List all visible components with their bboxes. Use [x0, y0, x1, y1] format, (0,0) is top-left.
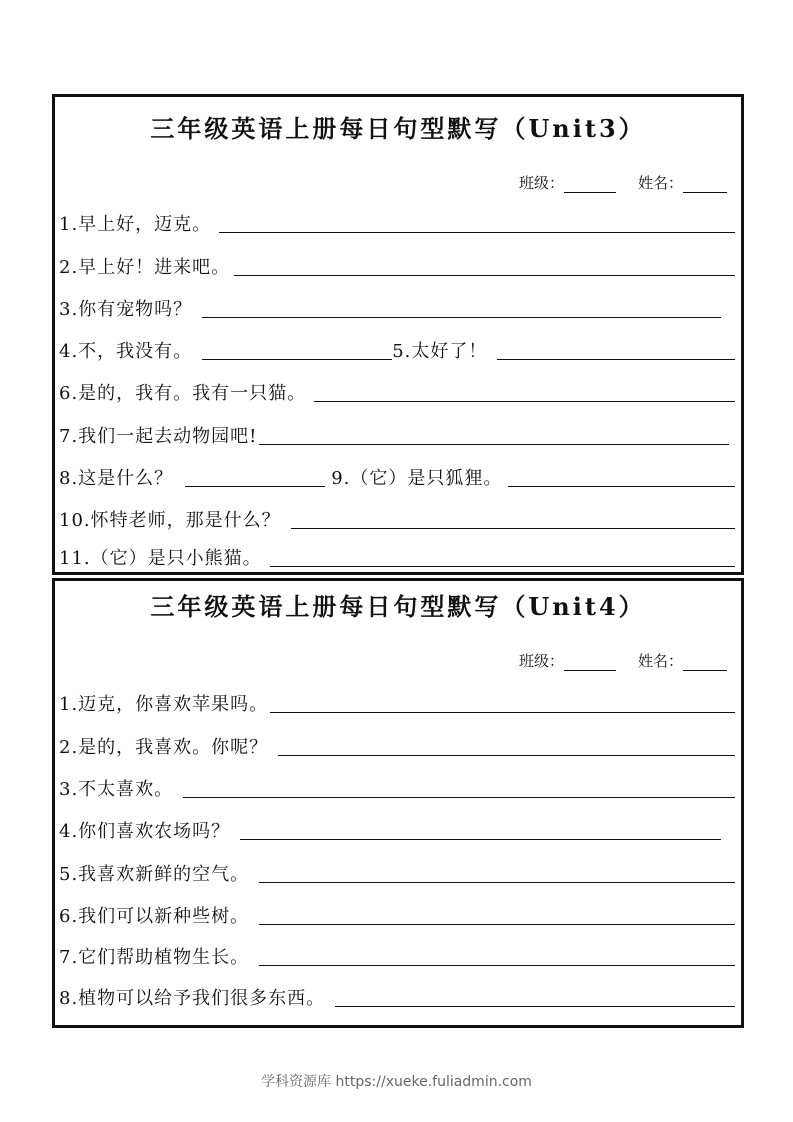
sentence-prompt: 5.太好了！ [392, 341, 488, 362]
answer-line[interactable] [314, 397, 735, 402]
sentence-prompt: 6.是的，我有。我有一只猫。 [59, 383, 307, 404]
sentence-prompt: 3.不太喜欢。 [59, 779, 174, 800]
worksheet-title: 三年级英语上册每日句型默写（Unit4） [150, 592, 646, 621]
answer-line[interactable] [270, 562, 735, 567]
answer-line[interactable] [183, 793, 735, 798]
sentence-row [59, 246, 735, 280]
answer-line[interactable] [185, 482, 325, 487]
sentence-row [59, 203, 735, 237]
sentence-row [59, 372, 735, 406]
sentence-row [59, 977, 735, 1011]
sentence-row [59, 537, 735, 571]
sentence-row [59, 683, 735, 717]
answer-line[interactable] [259, 920, 735, 925]
sentence-prompt: 3.你有宠物吗？ [59, 299, 193, 320]
sentence-prompt: 7.它们帮助植物生长。 [59, 947, 250, 968]
student-info [519, 173, 727, 193]
sentence-row [59, 768, 735, 802]
class-blank[interactable] [564, 176, 616, 193]
answer-line[interactable] [291, 524, 735, 529]
name-blank[interactable] [683, 176, 727, 193]
answer-line[interactable] [202, 355, 392, 360]
answer-line[interactable] [219, 228, 735, 233]
sentence-prompt: 2.早上好！进来吧。 [59, 257, 231, 278]
sentence-row [59, 853, 735, 887]
sentence-prompt: 8.植物可以给予我们很多东西。 [59, 988, 326, 1009]
footer-watermark: 学科资源库 https://xueke.fuliadmin.com [261, 1074, 532, 1090]
student-info [519, 651, 727, 671]
answer-line[interactable] [234, 271, 735, 276]
sentence-prompt: 7.我们一起去动物园吧! [59, 426, 258, 447]
sentence-prompt: 6.我们可以新种些树。 [59, 906, 250, 927]
answer-line[interactable] [202, 313, 721, 318]
sentence-prompt: 2.是的，我喜欢。你呢？ [59, 737, 269, 758]
sentence-prompt: 4.你们喜欢农场吗？ [59, 821, 231, 842]
sentence-prompt: 1.早上好，迈克。 [59, 214, 212, 235]
sentence-prompt: 11.（它）是只小熊猫。 [59, 548, 262, 569]
answer-line[interactable] [270, 708, 735, 713]
answer-line[interactable] [259, 878, 735, 883]
sentence-row [59, 330, 735, 364]
sentence-prompt: 8.这是什么？ [59, 468, 174, 489]
sentence-row [59, 895, 735, 929]
sentence-row [59, 288, 721, 322]
class-blank[interactable] [564, 654, 616, 671]
sentence-row [59, 810, 721, 844]
worksheet-unit4 [52, 578, 744, 1028]
sentence-prompt: 1.迈克，你喜欢苹果吗。 [59, 694, 269, 715]
sentence-prompt: 4.不，我没有。 [59, 341, 193, 362]
sentence-row [59, 936, 735, 970]
name-label: 姓名： [637, 652, 683, 670]
sentence-prompt: 9.（它）是只狐狸。 [331, 468, 503, 489]
name-blank[interactable] [683, 654, 727, 671]
name-label: 姓名： [637, 174, 683, 192]
sentence-prompt: 10.怀特老师，那是什么？ [59, 510, 281, 531]
answer-line[interactable] [335, 1002, 735, 1007]
answer-line[interactable] [259, 961, 735, 966]
answer-line[interactable] [497, 355, 735, 360]
sentence-row [59, 457, 735, 491]
answer-line[interactable] [240, 835, 721, 840]
sentence-row [59, 415, 729, 449]
answer-line[interactable] [508, 482, 735, 487]
worksheet-unit3 [52, 94, 744, 575]
answer-line[interactable] [259, 440, 729, 445]
worksheet-title: 三年级英语上册每日句型默写（Unit3） [150, 114, 646, 143]
sentence-row [59, 726, 735, 760]
sentence-prompt: 5.我喜欢新鲜的空气。 [59, 864, 250, 885]
sentence-row [59, 499, 735, 533]
class-label: 班级： [518, 174, 564, 192]
class-label: 班级： [518, 652, 564, 670]
answer-line[interactable] [278, 751, 735, 756]
